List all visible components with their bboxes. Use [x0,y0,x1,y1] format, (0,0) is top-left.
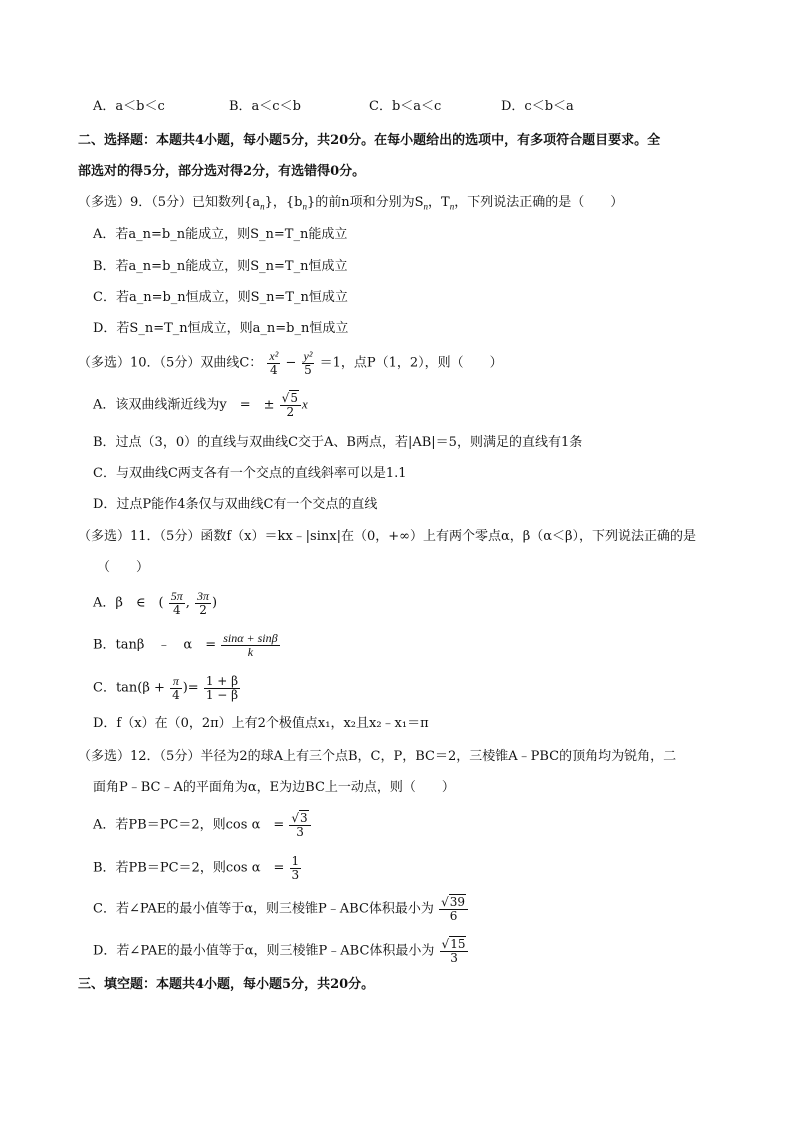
q12-stem-line1: （多选）12．（5分）半径为2的球A上有三个点B，C，P，BC＝2，三棱锥A﹣PBC的顶角均为锐角，二 [78,749,677,764]
q9-option-b: B．若a_n=b_n能成立，则S_n=T_n恒成立 [93,259,348,274]
fraction-1-over-3: $\frac{1}{3}$ [291,854,300,882]
section2-heading-line2: 部选对的得5分，部分选对得2分，有选错得0分。 [78,164,366,179]
fraction-5pi-over-4: $\frac{5\pi}{4}$ [170,589,183,617]
q9-option-c: C．若a_n=b_n恒成立，则S_n=T_n恒成立 [93,290,348,305]
q9-option-d: D．若S_n=T_n恒成立，则a_n=b_n恒成立 [93,321,349,336]
fraction-3pi-over-2: $\frac{3\pi}{2}$ [197,589,210,617]
q8-option-c: C．b＜a＜c [369,99,442,114]
q11-option-a: A．β ∈ ( $\frac{5\pi}{4}$ , $\frac{3\pi}{2}$ ) [93,589,218,617]
fraction-y2-over-5: $\frac{\text{y²}}{5}$ [303,349,313,377]
fraction-sqrt39-over-6: $\frac{√39}{6}$ [439,896,468,922]
q10-stem: （多选）10．（5分）双曲线C： $\frac{\text{x²}}{4}$ − $\frac{\text{y²}}{5}$ ＝1，点P（1，2），则（ ） [78,349,503,377]
fraction-sqrt5-over-2: $\frac{√5}{2}$ [280,392,301,418]
q11-stem-line2: （ ） [97,560,150,575]
fraction-1pb-over-1mb: $\frac{1 + \beta}{1 - \beta}$ [205,674,239,702]
q12-option-c: C．若∠PAE的最小值等于α，则三棱锥P﹣ABC体积最小为 $\frac{√39}{6}$ [93,896,469,922]
q10-option-a: A．该双曲线渐近线为y = ± $\frac{√5}{2}$ x [93,391,308,419]
fraction-x2-over-4: $\frac{\text{x²}}{4}$ [269,349,279,377]
q12-stem-line2: 面角P﹣BC﹣A的平面角为α，E为边BC上一动点，则（ ） [93,780,455,795]
q9-stem: （多选）9．（5分）已知数列$\{a_n\}$，$\{b_n\}$的前n项和分别为$S_n$，$T_n$，下列说法正确的是（ ） [78,195,624,212]
q10-option-c: C．与双曲线C两支各有一个交点的直线斜率可以是1.1 [93,466,407,481]
q11-option-d: D．f（x）在（0，2π）上有2个极值点x₁，x₂且x₂﹣x₁＝π [93,716,429,731]
q9-option-a: A．若a_n=b_n能成立，则S_n=T_n能成立 [93,227,348,242]
section2-heading-line1: 二、选择题：本题共4小题，每小题5分，共20分。在每小题给出的选项中，有多项符合题目要求。全 [78,133,661,148]
section3-heading: 三、填空题：本题共4小题，每小题5分，共20分。 [78,977,375,992]
q8-option-b: B．a＜c＜b [229,99,301,114]
fraction-pi-over-4: $\frac{\pi}{4}$ [172,674,180,702]
q8-option-d: D．c＜b＜a [501,99,574,114]
fraction-sin-sum-over-k: $\frac{\sin\alpha + \sin\beta}{k}$ [223,631,278,659]
q10-option-d: D．过点P能作4条仅与双曲线C有一个交点的直线 [93,497,378,512]
q12-option-d: D．若∠PAE的最小值等于α，则三棱锥P﹣ABC体积最小为 $\frac{√15}{3}$ [93,938,469,964]
q11-option-b: B．tanβ ﹣ α = $\frac{\sin\alpha + \sin\beta}{k}$ [93,631,278,659]
fraction-sqrt15-over-3: $\frac{√15}{3}$ [440,938,469,964]
q12-option-a: A．若PB＝PC＝2，则cos α = $\frac{√3}{3}$ [93,812,312,838]
q11-option-c: C．tan(β + $\frac{\pi}{4}$ )= $\frac{1 + \beta}{1 - \beta}$ [93,674,239,702]
q8-option-a: A．a＜b＜c [93,99,165,114]
q12-option-b: B．若PB＝PC＝2，则cos α = $\frac{1}{3}$ [93,854,300,882]
q10-option-b: B．过点（3，0）的直线与双曲线C交于A、B两点，若|AB|＝5，则满足的直线有1条 [93,435,583,450]
q11-stem-line1: （多选）11．（5分）函数f（x）＝kx﹣|sinx|在（0，+∞）上有两个零点α，β（α＜β），下列说法正确的是 [78,529,697,544]
fraction-sqrt3-over-3: $\frac{√3}{3}$ [289,812,310,838]
